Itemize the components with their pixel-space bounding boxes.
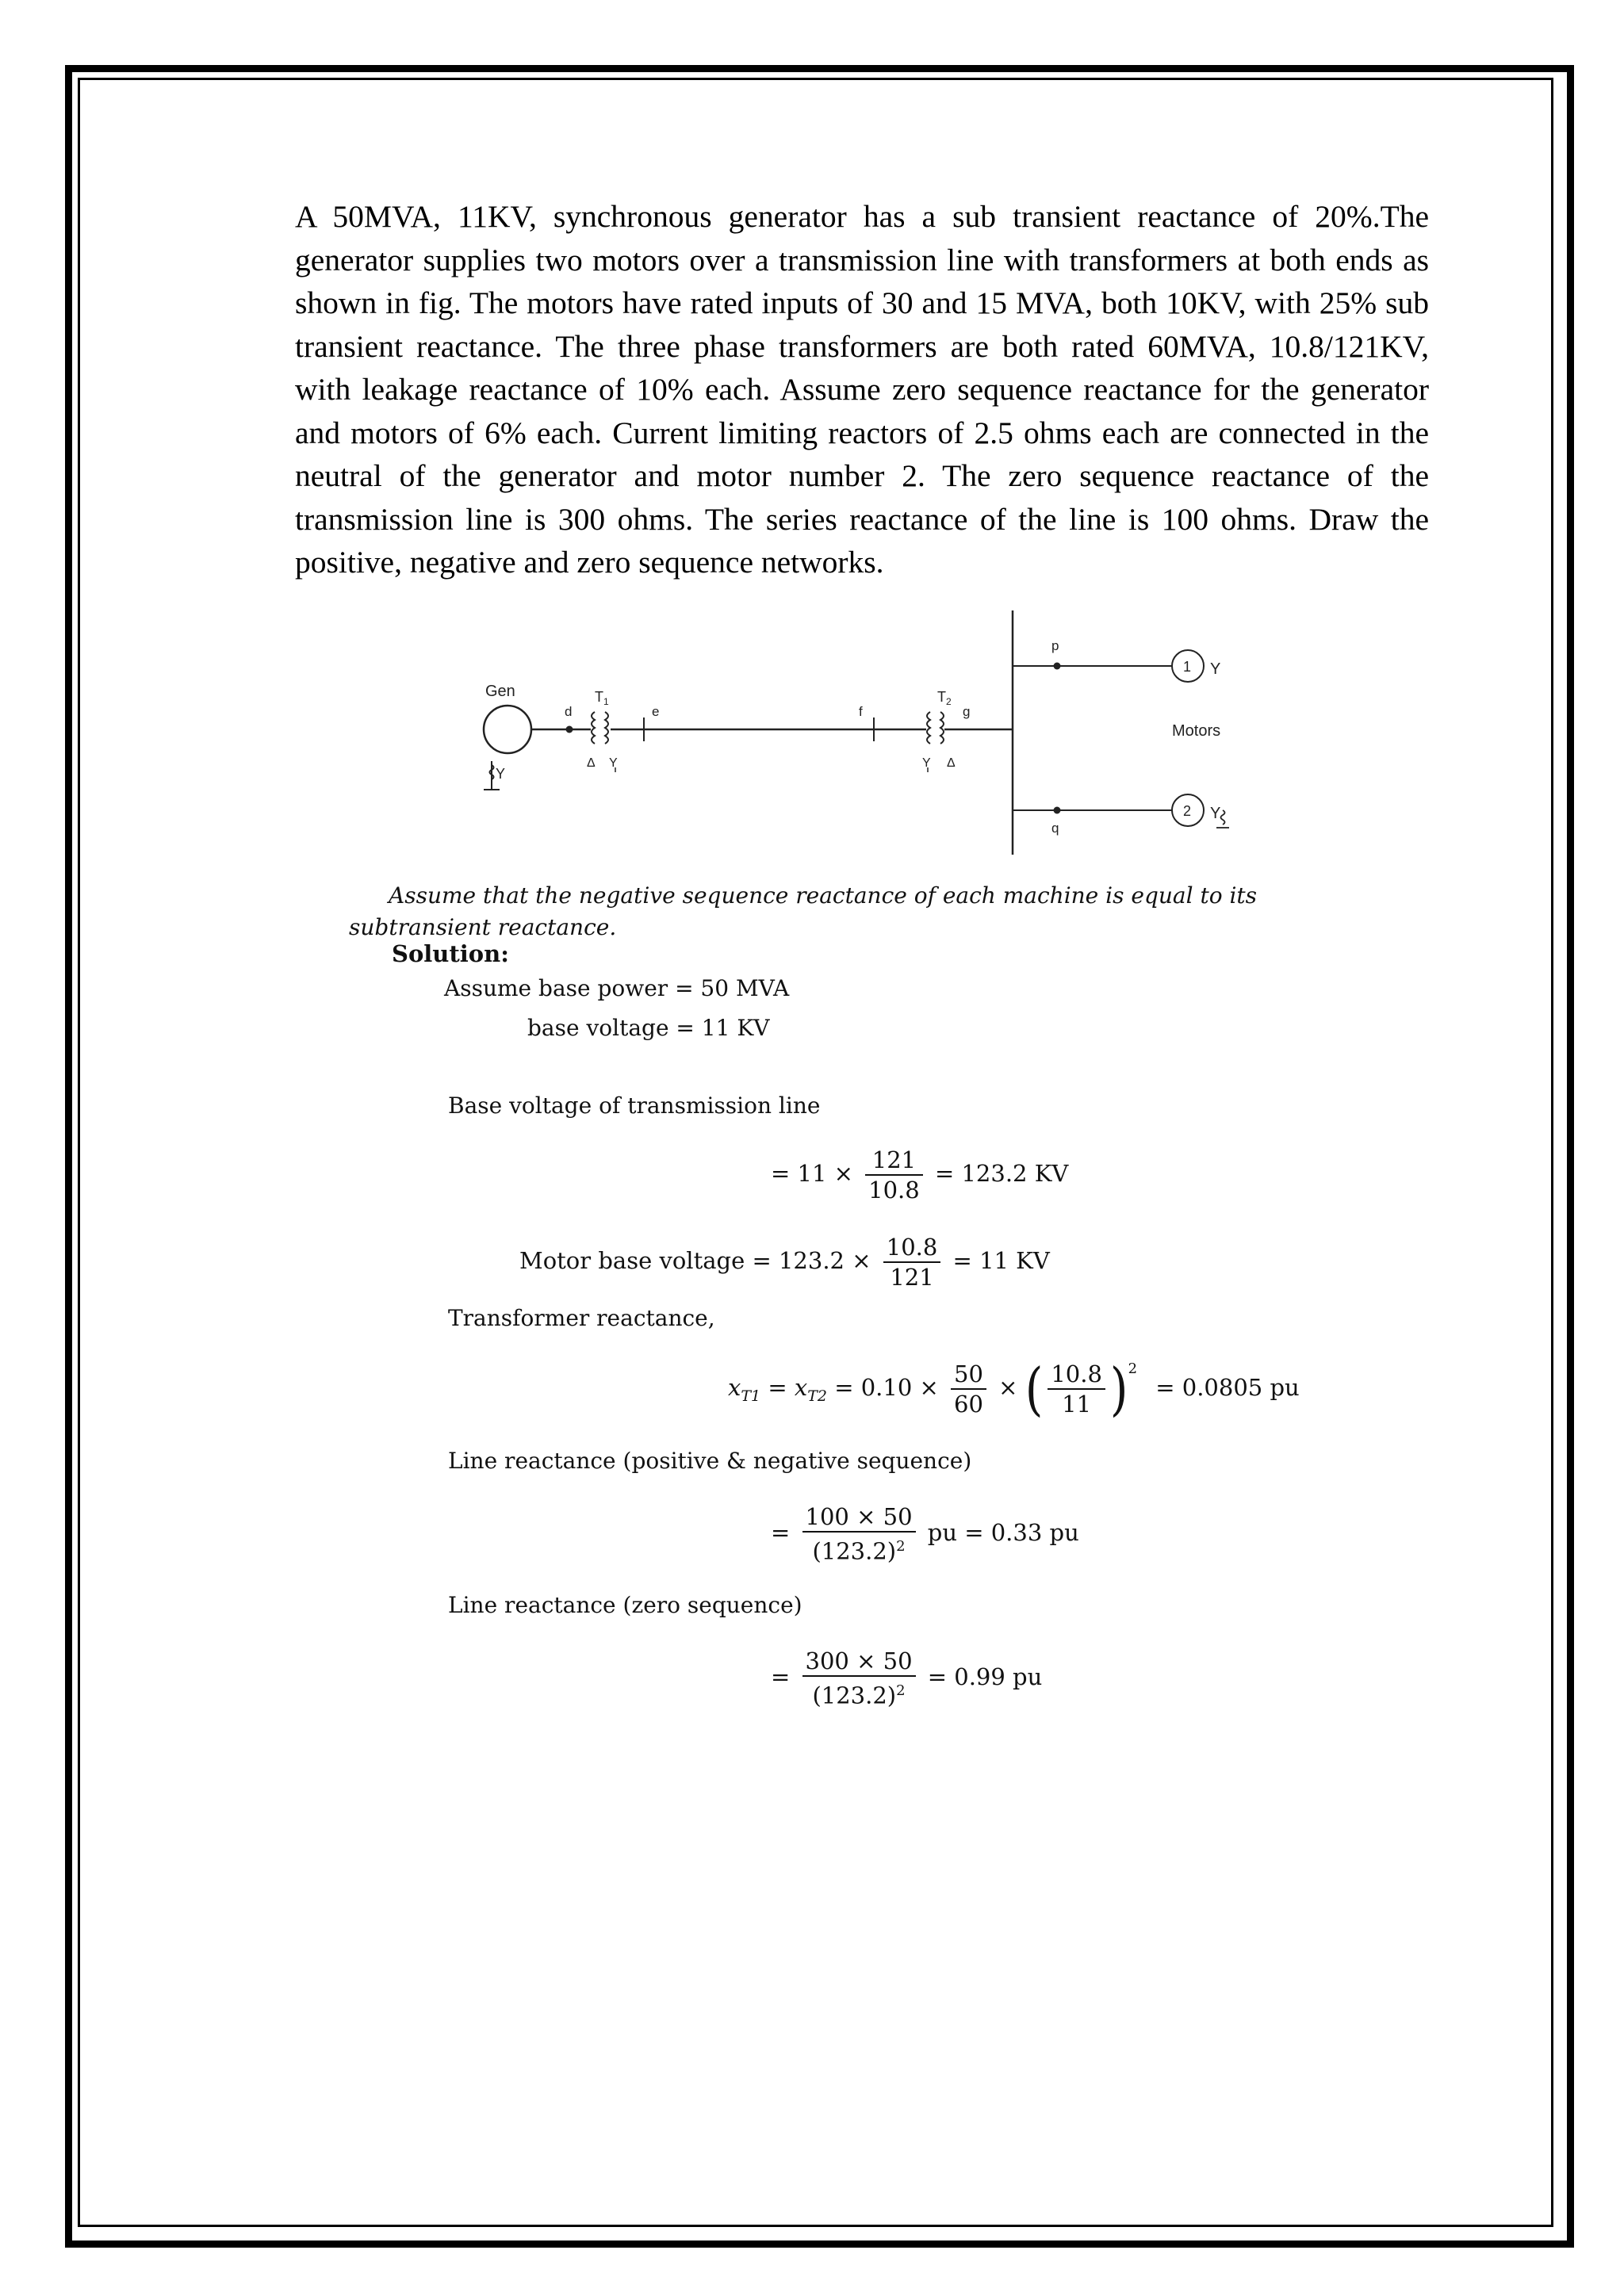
bus-g-label: g [963, 704, 971, 719]
eq5-result: = 0.99 pu [927, 1663, 1043, 1690]
gen-label: Gen [485, 683, 515, 700]
motor2-number: 2 [1183, 803, 1192, 819]
eq4-fraction [802, 1502, 916, 1566]
t2-wye-label: Y [922, 756, 931, 770]
line-base-heading: Base voltage of transmission line [448, 1093, 821, 1119]
eq4-result: pu = 0.33 pu [927, 1518, 1079, 1546]
equation-line-reactance-zero [771, 1647, 1042, 1710]
eq3-exponent: 2 [1128, 1360, 1138, 1377]
equation-motor-base-voltage [519, 1233, 1050, 1292]
eq3-equals: = [768, 1374, 787, 1401]
t2-delta-label: Δ [947, 756, 956, 770]
t1-wye-label: Y [609, 756, 618, 770]
base-power-line: Assume base power = 50 MVA [444, 975, 790, 1001]
motor1-number: 1 [1183, 659, 1192, 675]
t1-label: $T_1$ [595, 689, 609, 707]
eq3-lhs-b: $x_{T2}$ [794, 1374, 827, 1405]
t2-secondary-coil [940, 712, 944, 744]
bus-p-dot [1054, 663, 1061, 670]
eq3-lhs-a: $x_{T1}$ [728, 1374, 761, 1405]
eq3-result: = 0.0805 pu [1155, 1374, 1300, 1401]
t2-label: $T_2$ [937, 689, 952, 707]
base-voltage-line: base voltage = 11 KV [527, 1015, 770, 1041]
motor2-reactor-icon [1221, 810, 1225, 825]
assumption-line-1 [349, 880, 1380, 943]
eq1-fraction [865, 1146, 923, 1204]
eq5-equals: = [771, 1663, 791, 1690]
bus-p-label: p [1051, 638, 1059, 653]
bus-q-label: q [1051, 821, 1059, 836]
bus-d-label: d [565, 704, 573, 719]
eq3-numerator: 50 [951, 1360, 986, 1390]
eq1-denominator: 10.8 [868, 1177, 920, 1203]
line-pos-heading: Line reactance (positive & negative sequence) [448, 1448, 972, 1474]
eq1-prefix: = 11 × [771, 1160, 853, 1187]
eq1-result: = 123.2 KV [934, 1160, 1069, 1187]
eq5-fraction [802, 1647, 916, 1710]
eq3-mid: = 0.10 × [834, 1374, 939, 1401]
eq3-paren-numerator: 10.8 [1048, 1360, 1105, 1390]
motor2-wye-label: Y [1210, 805, 1221, 822]
equation-line-base-voltage [771, 1146, 1068, 1204]
eq2-prefix: Motor base voltage = 123.2 × [519, 1247, 871, 1274]
eq2-denominator: 121 [890, 1264, 934, 1291]
eq3-paren-fraction [1048, 1360, 1105, 1418]
eq1-numerator: 121 [865, 1146, 923, 1176]
eq3-fraction [951, 1360, 986, 1418]
one-line-diagram [468, 603, 1324, 864]
problem-statement: A 50MVA, 11KV, synchronous generator has a sub transient reactance of 20%.The generator supplies two motors over a transmission line with transformers at both ends as shown in fig. The motors have rated inputs of 30 and 15 MVA, both 10KV, with 25% sub transient reactance. The three phase transformers are both rated 60MVA, 10.8/121KV, with leakage reactance of 10% each. Assume zero sequence reactance for the generator and motors of 6% each. Current limiting reactors of 2.5 ohms each are connected in the neutral of the generator and motor number 2. The zero sequence reactance of the transmission line is 300 ohms. The series reactance of the line is 100 ohms. Draw the positive, negative and zero sequence networks. [295, 199, 1429, 580]
t1-delta-label: Δ [587, 756, 596, 770]
eq5-numerator: 300 × 50 [802, 1647, 916, 1677]
eq4-equals: = [771, 1518, 791, 1546]
t1-secondary-coil [605, 712, 608, 744]
eq2-fraction [883, 1233, 941, 1292]
equation-transformer-reactance: $x_{T1} = x_{T2} = 0.10$ × $\frac{50}{60}$ × ( $\frac{10.8}{11}$ )$^2$ = 0.0805 pu [728, 1355, 1300, 1423]
assumption-text: Assume that the negative sequence reactance of each machine is equal to its subtransient reactance. [349, 882, 1258, 940]
eq4-numerator: 100 × 50 [802, 1502, 916, 1533]
motors-label: Motors [1172, 722, 1221, 740]
eq5-denominator: $(123.2)^2$ [812, 1682, 906, 1709]
t2-primary-coil [927, 712, 930, 744]
gen-wye-label: Y [496, 766, 506, 782]
eq4-denominator: $(123.2)^2$ [812, 1537, 906, 1565]
eq2-result: = 11 KV [952, 1247, 1050, 1274]
bus-d-dot [566, 726, 573, 733]
motor1-wye-label: Y [1210, 660, 1221, 678]
solution-heading: Solution: [392, 940, 509, 967]
eq3-times: × [998, 1374, 1018, 1401]
transformer-heading: Transformer reactance, [448, 1305, 715, 1331]
bus-f-label: f [859, 704, 863, 719]
bus-q-dot [1054, 807, 1061, 814]
eq3-denominator: 60 [954, 1391, 983, 1418]
eq3-paren-denominator: 11 [1062, 1391, 1092, 1418]
bus-e-label: e [652, 704, 660, 719]
t1-primary-coil [592, 712, 595, 744]
line-zero-heading: Line reactance (zero sequence) [448, 1592, 802, 1618]
equation-line-reactance-pos [771, 1502, 1079, 1566]
generator-symbol [484, 706, 531, 753]
eq2-numerator: 10.8 [883, 1233, 941, 1263]
